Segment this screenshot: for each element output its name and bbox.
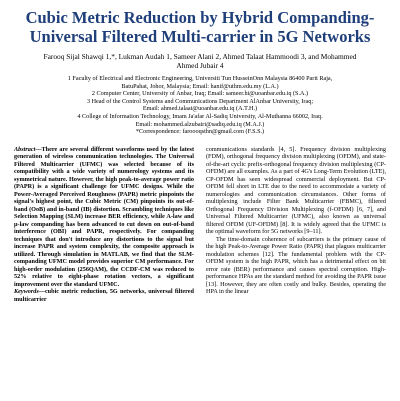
body-paragraph: communications standards [4, 5]. Frequency division multiplexing (FDM), orthogonal frequency division multiplexing (OFDM), and state-of-the-art cyclic prefix-orthogonal frequency division multiplexing (CP-OFDM) are all examples. As a part of 4G's Long-Term Evolution (LTE), CP-OFDM has seen widespread commercial deployment. But CP-OFDM fell short in LTE due to the need to accommodate a variety of numerologies and communication circumstances. Other forms of multiplexing include Filter Bank Multicarrier (FBMC), filtered Orthogonal Frequency Division Multiplexing (f-OFDM) [6, 7], and Universal Filtered Multicarrier (UFMC), also known as universal filtered OFDM (UF-OFDM) [8]. It is widely agreed that the UFMC is the optimal waveform for 5G networks [9–11]. [206, 145, 386, 236]
authors-line-2: Ahmed Jubair 4 [176, 61, 224, 70]
keywords-heading: Keywords [14, 288, 39, 296]
keywords [14, 288, 194, 303]
abstract [14, 146, 194, 289]
paper-title: Cubic Metric Reduction by Hybrid Companding-Universal Filtered Multi-carrier in 5G Networks [25, 8, 375, 46]
body-columns [14, 146, 386, 304]
authors-line-1: Farooq Sijal Shawqi 1,*, Lukman Audah 1, Sameer Alani 2, Ahmed Talaat Hammoodi 3, and Mohammed [43, 52, 357, 61]
abstract-text: —There are several different waveforms used by the latest generation of wireless communication technologies. The Universal Filtered Multicarrier (UFMC) was selected because of its compatibility with a wide variety of numerology systems and its symmetrical nature. However, the high peak-to-average power ratio (PAPR) is a significant challenge for UFMC designs. While the Power-Averaged Perceived Roughness (PAPR) metric pinpoints the signal's highest point, the Cubic Metric (CM) pinpoints its out-of-band (OoB) and in-band (IB) distortion. Scrambling techniques like Selection Mapping (SLM) increase BER efficiency, while A-law and μ-law companding has been advanced to cut down on out-of-band interference (OBI) and PAPR, respectively. For companding techniques that don't introduce any distortions to the signal but increase PAPR and system complexity, the composite approach is utilized. Through simulation in MATLAB, we find that the SLM-companding UFMC model provides superior CM performance. For high-order modulation (256QAM), the CCDF-CM was reduced to 52% relative to eight-phase rotation vectors, a significant improvement over the standard UFMC. [14, 145, 194, 288]
affiliation-line: BatuPahat, Johor, Malaysia; Email: hanif@uthm.edu.my (L.A.) [121, 82, 279, 90]
affiliation-line: Email: mohammed.alzubairi@sadiq.edu.iq (M.A.J.) [135, 120, 265, 128]
abstract-heading: Abstract [14, 145, 36, 153]
left-column [14, 146, 194, 304]
affiliations [14, 75, 386, 136]
affiliation-line: 3 Head of the Control Systems and Communications Department AlAnbar University, Iraq; [86, 97, 314, 105]
keywords-text: —cubic metric reduction, 5G networks, universal filtered multicarrier [14, 288, 194, 303]
affiliation-line: 4 College of Information Technology, Imam Ja'afar Al-Sadiq University, Al-Muthanna 66002, Iraq. [77, 112, 323, 120]
body-paragraph: The time-domain coherence of subcarriers is the primary cause of the high Peak-to-Average Power Ratio (PAPR) that plagues multicarrier modulation schemes [12]. The fundamental problem with the CP-OFDM system is the high PAPR, which has a detrimental effect on bit error rate (BER) performance and causes spectral corruption. High-performance HPAs are the standard method for avoiding the PAPR issue [13]. However, they are often costly and bulky. Besides, operating the HPA in the linear [206, 235, 386, 296]
right-column [206, 146, 386, 304]
author-list [14, 52, 386, 70]
affiliation-line: 1 Faculty of Electrical and Electronic Engineering, Universiti Tun HusseinOnn Malaysia 86400 Parit Raja, [67, 75, 333, 82]
affiliation-line: *Correspondence: faroooqsthn@gmail.com (F.S.S.) [135, 128, 265, 136]
affiliation-line: Email: ahmed.talaat@uoanbar.edu.iq (A.T.H.) [142, 105, 258, 113]
affiliation-line: 2 Computer Center, University of Anbar, Iraq; Email: sameer.hi@uoanbar.edu.iq (S.A.) [91, 90, 309, 98]
